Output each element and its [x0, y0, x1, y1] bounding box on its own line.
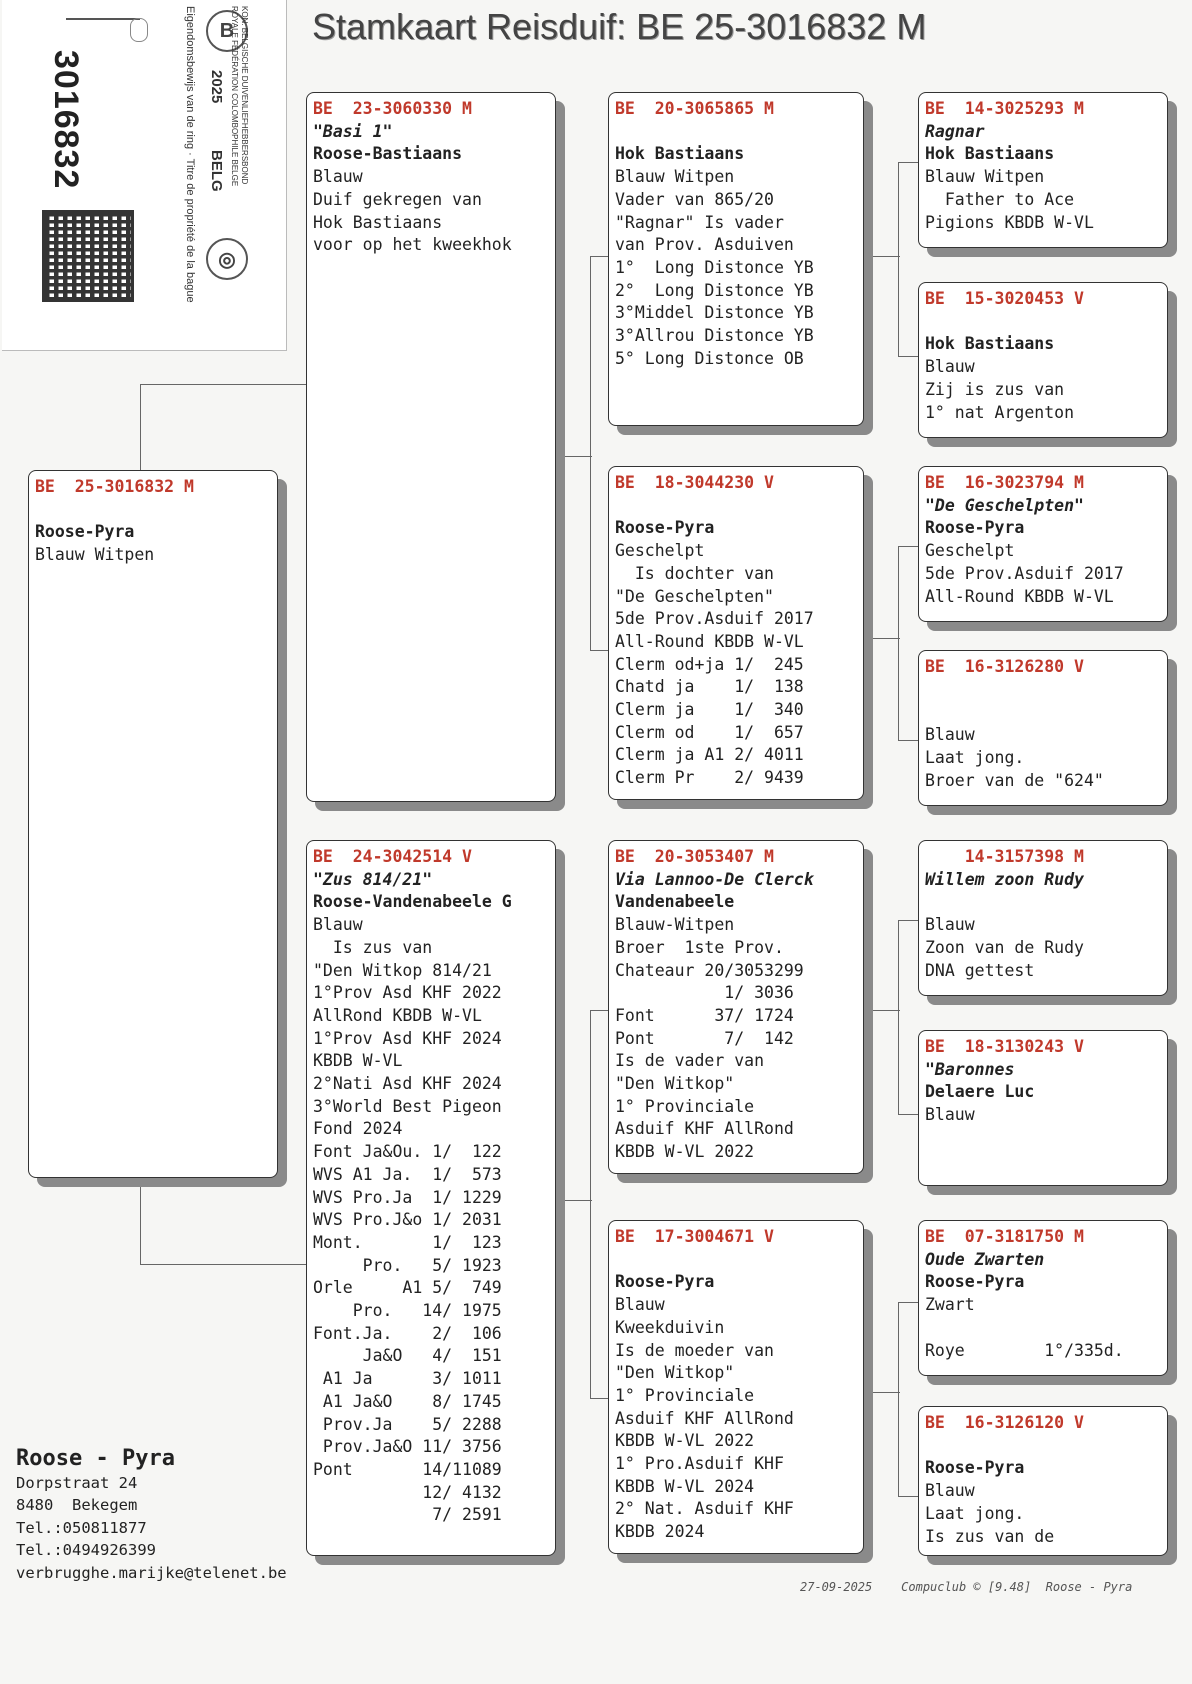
breeder-name: Roose-Pyra — [925, 1458, 1025, 1478]
info-line: A1 Ja 3/ 1011 — [313, 1369, 502, 1389]
info-line: Hok Bastiaans — [313, 212, 443, 232]
info-line: 1° Provinciale — [615, 1385, 755, 1405]
connector-line — [898, 920, 920, 921]
print-date: 27-09-2025 — [800, 1580, 873, 1594]
info-line: Font 37/ 1724 — [615, 1005, 794, 1025]
pedigree-box-ggp-8 — [918, 1406, 1168, 1556]
info-line: Zwart — [925, 1295, 975, 1315]
connector-line — [590, 256, 591, 650]
connector-line — [140, 384, 141, 484]
info-line: Is zus van — [313, 937, 433, 957]
ring-country: BELG — [208, 150, 225, 192]
pedigree-box-ggp-4 — [918, 650, 1168, 806]
fci-logo-icon: ◎ — [206, 238, 248, 280]
pedigree-box-ggp-6 — [918, 1030, 1168, 1186]
info-line: Font Ja&Ou. 1/ 122 — [313, 1142, 502, 1162]
page-title: Stamkaart Reisduif: BE 25-3016832 M — [312, 6, 927, 47]
connector-line — [140, 384, 308, 385]
ring-org-fr: ROYALE FÉDÉRATION COLOMBOPHILE BELGE — [230, 6, 239, 187]
info-line: Father to Ace — [925, 189, 1075, 209]
connector-line — [140, 1264, 308, 1265]
info-line: 3°World Best Pigeon — [313, 1096, 502, 1116]
info-line: 12/ 4132 — [313, 1482, 502, 1502]
info-line: KBDB W-VL 2022 — [615, 1431, 755, 1451]
ring-id: BE 23-3060330 M — [313, 99, 472, 118]
info-line: Ja&O 4/ 151 — [313, 1346, 502, 1366]
info-line: 1° Pro.Asduif KHF — [615, 1454, 784, 1474]
pedigree-box-subject — [28, 470, 278, 1178]
connector-line — [556, 1200, 592, 1201]
pedigree-box-sire-sire — [608, 92, 864, 426]
ring-year: 2025 — [208, 70, 225, 104]
info-line: Is dochter van — [615, 563, 774, 583]
info-line: Laat jong. — [925, 1503, 1025, 1523]
owner-street: Dorpstraat 24 — [16, 1473, 138, 1492]
connector-line — [590, 1398, 610, 1399]
info-line: 1° Provinciale — [615, 1096, 755, 1116]
info-line: Clerm od+ja 1/ 245 — [615, 654, 804, 674]
ring-proof-text: Eigendomsbewijs van de ring · Titre de propriété de la bague — [184, 6, 196, 303]
info-line: Duif gekregen van — [313, 189, 482, 209]
footer-owner: Roose - Pyra — [1045, 1580, 1133, 1594]
info-line: Asduif KHF AllRond — [615, 1119, 794, 1139]
breeder-name: Roose-Pyra — [615, 1272, 715, 1292]
ring-id: BE 18-3130243 V — [925, 1037, 1084, 1056]
info-line: Geschelpt — [615, 541, 705, 561]
info-line: Blauw — [925, 1105, 975, 1125]
info-line: "De Geschelpten" — [615, 586, 774, 606]
pedigree-box-ggp-7 — [918, 1220, 1168, 1376]
pedigree-box-sire-dam — [608, 466, 864, 800]
info-line: Prov.Ja 5/ 2288 — [313, 1414, 502, 1434]
breeder-name: Roose-Bastiaans — [313, 144, 463, 164]
info-line: Chateaur 20/3053299 — [615, 960, 804, 980]
info-line: KBDB 2024 — [615, 1522, 705, 1542]
pedigree-box-ggp-3 — [918, 466, 1168, 622]
info-line: Pro. 14/ 1975 — [313, 1301, 502, 1321]
info-line: All-Round KBDB W-VL — [615, 631, 804, 651]
info-line: KBDB W-VL 2022 — [615, 1142, 755, 1162]
software-credit: Compuclub © [9.48] — [901, 1580, 1032, 1594]
ring-number: 3016832 — [47, 50, 85, 190]
pigeon-name: "Zus 814/21" — [313, 869, 433, 889]
info-line: 2° Long Distonce YB — [615, 280, 814, 300]
info-line: Broer van de "624" — [925, 770, 1104, 790]
pedigree-box-sire — [306, 92, 556, 802]
info-line: Blauw — [615, 1295, 665, 1315]
owner-email: verbrugghe.marijke@telenet.be — [16, 1563, 287, 1582]
connector-line — [556, 456, 592, 457]
connector-line — [898, 356, 920, 357]
info-line: Blauw — [313, 915, 363, 935]
info-line: Blauw Witpen — [615, 167, 735, 187]
info-line: 1/ 3036 — [615, 983, 794, 1003]
ring-org-nl: KON. BELGISCHE DUIVENLIEFHEBBERSBOND — [240, 6, 249, 185]
info-line: All-Round KBDB W-VL — [925, 586, 1114, 606]
info-line: Blauw — [925, 915, 975, 935]
ring-id: BE 24-3042514 V — [313, 847, 472, 866]
owner-name: Roose - Pyra — [16, 1446, 175, 1471]
ring-id: 14-3157398 M — [925, 847, 1084, 866]
info-line: Pont 7/ 142 — [615, 1028, 794, 1048]
info-line: Geschelpt — [925, 541, 1015, 561]
ring-id: BE 17-3004671 V — [615, 1227, 774, 1246]
info-line: Pont 14/11089 — [313, 1459, 502, 1479]
info-line: 5° Long Distonce OB — [615, 348, 804, 368]
breeder-name: Roose-Pyra — [35, 522, 135, 542]
connector-line — [898, 546, 920, 547]
info-line: Blauw — [925, 725, 975, 745]
info-line: Fond 2024 — [313, 1119, 403, 1139]
info-line: Mont. 1/ 123 — [313, 1232, 502, 1252]
info-line: 5de Prov.Asduif 2017 — [615, 609, 814, 629]
ring-id: BE 16-3023794 M — [925, 473, 1084, 492]
info-line: Is zus van de — [925, 1526, 1055, 1546]
info-line: "Den Witkop" — [615, 1074, 735, 1094]
info-line: Blauw Witpen — [925, 167, 1045, 187]
info-line: Is de moeder van — [615, 1340, 774, 1360]
info-line: Clerm Pr 2/ 9439 — [615, 768, 804, 788]
connector-line — [864, 1392, 900, 1393]
ring-hole — [130, 18, 148, 42]
info-line: Prov.Ja&O 11/ 3756 — [313, 1437, 502, 1457]
info-line: 1° Long Distonce YB — [615, 257, 814, 277]
ring-id: BE 20-3065865 M — [615, 99, 774, 118]
connector-line — [898, 920, 899, 1114]
connector-line — [898, 162, 920, 163]
connector-line — [898, 1302, 899, 1496]
info-line: WVS Pro.J&o 1/ 2031 — [313, 1210, 502, 1230]
connector-line — [864, 256, 900, 257]
info-line: 1°Prov Asd KHF 2024 — [313, 1028, 502, 1048]
info-line: 3°Allrou Distonce YB — [615, 326, 814, 346]
info-line: Blauw-Witpen — [615, 915, 735, 935]
info-line: Laat jong. — [925, 747, 1025, 767]
ring-id: BE 25-3016832 M — [35, 477, 194, 496]
ring-slot — [66, 18, 140, 20]
info-line: 3°Middel Distonce YB — [615, 303, 814, 323]
pigeon-name: Ragnar — [925, 121, 985, 141]
info-line: Asduif KHF AllRond — [615, 1408, 794, 1428]
info-line: "Ragnar" Is vader — [615, 212, 784, 232]
pedigree-box-ggp-2 — [918, 282, 1168, 438]
info-line: WVS Pro.Ja 1/ 1229 — [313, 1187, 502, 1207]
connector-line — [898, 546, 899, 740]
pedigree-box-ggp-5 — [918, 840, 1168, 996]
breeder-name: Roose-Vandenabeele G — [313, 892, 512, 912]
ring-card — [2, 0, 287, 351]
qr-code — [42, 210, 134, 302]
owner-tel-1: Tel.:050811877 — [16, 1518, 147, 1537]
info-line: Blauw Witpen — [35, 545, 155, 565]
info-line: Pro. 5/ 1923 — [313, 1255, 502, 1275]
breeder-name: Roose-Pyra — [925, 518, 1025, 538]
breeder-name: Hok Bastiaans — [615, 144, 745, 164]
connector-line — [898, 162, 899, 356]
pedigree-box-ggp-1 — [918, 92, 1168, 248]
connector-line — [898, 1114, 920, 1115]
ring-id: BE 16-3126280 V — [925, 657, 1084, 676]
info-line: Is de vader van — [615, 1051, 765, 1071]
owner-address — [16, 1448, 287, 1584]
info-line: Blauw — [313, 167, 363, 187]
info-line: 2° Nat. Asduif KHF — [615, 1499, 794, 1519]
connector-line — [140, 1184, 141, 1264]
breeder-name: Roose-Pyra — [615, 518, 715, 538]
pigeon-name: Willem zoon Rudy — [925, 869, 1084, 889]
breeder-name: Roose-Pyra — [925, 1272, 1025, 1292]
info-line: Clerm ja 1/ 340 — [615, 700, 804, 720]
owner-city: 8480 Bekegem — [16, 1496, 138, 1514]
info-line: "Den Witkop 814/21 — [313, 960, 492, 980]
info-line: voor op het kweekhok — [313, 235, 512, 255]
ring-id: BE 14-3025293 M — [925, 99, 1084, 118]
info-line: Pigions KBDB W-VL — [925, 212, 1094, 232]
connector-line — [898, 1496, 920, 1497]
info-line: Clerm ja A1 2/ 4011 — [615, 745, 804, 765]
ring-id: BE 18-3044230 V — [615, 473, 774, 492]
pigeon-name: Via Lannoo-De Clerck — [615, 869, 814, 889]
pedigree-box-dam-sire — [608, 840, 864, 1174]
connector-line — [590, 1010, 610, 1011]
info-line: 1°Prov Asd KHF 2022 — [313, 983, 502, 1003]
info-line: Chatd ja 1/ 138 — [615, 677, 804, 697]
info-line: van Prov. Asduiven — [615, 235, 794, 255]
connector-line — [898, 1302, 920, 1303]
pigeon-name: "De Geschelpten" — [925, 495, 1084, 515]
connector-line — [898, 740, 920, 741]
connector-line — [590, 256, 610, 257]
connector-line — [590, 1010, 591, 1398]
info-line: Kweekduivin — [615, 1317, 725, 1337]
info-line: Clerm od 1/ 657 — [615, 722, 804, 742]
ring-id: BE 20-3053407 M — [615, 847, 774, 866]
info-line: 1° nat Argenton — [925, 402, 1075, 422]
info-line: KBDB W-VL — [313, 1051, 403, 1071]
info-line: Zoon van de Rudy — [925, 937, 1084, 957]
breeder-name: Hok Bastiaans — [925, 144, 1055, 164]
pedigree-box-dam-dam — [608, 1220, 864, 1554]
info-line: Orle A1 5/ 749 — [313, 1278, 502, 1298]
breeder-name: Delaere Luc — [925, 1082, 1035, 1102]
info-line: Zij is zus van — [925, 379, 1065, 399]
info-line: Blauw — [925, 357, 975, 377]
owner-tel-2: Tel.:0494926399 — [16, 1541, 156, 1559]
breeder-name: Hok Bastiaans — [925, 334, 1055, 354]
ring-id: BE 15-3020453 V — [925, 289, 1084, 308]
info-line: A1 Ja&O 8/ 1745 — [313, 1391, 502, 1411]
pedigree-box-dam — [306, 840, 556, 1556]
connector-line — [590, 650, 610, 651]
pigeon-name: "Baronnes — [925, 1059, 1015, 1079]
pigeon-name: "Basi 1" — [313, 121, 393, 141]
info-line: KBDB W-VL 2024 — [615, 1476, 755, 1496]
ring-id: BE 16-3126120 V — [925, 1413, 1084, 1432]
info-line: Blauw — [925, 1481, 975, 1501]
info-line: Vader van 865/20 — [615, 189, 774, 209]
info-line: Broer 1ste Prov. — [615, 937, 784, 957]
info-line: WVS A1 Ja. 1/ 573 — [313, 1164, 502, 1184]
info-line: "Den Witkop" — [615, 1363, 735, 1383]
info-line: 5de Prov.Asduif 2017 — [925, 563, 1124, 583]
kbdb-logo-icon: B — [206, 10, 248, 52]
print-footer — [800, 1580, 1132, 1594]
info-line: 2°Nati Asd KHF 2024 — [313, 1074, 502, 1094]
info-line: Roye 1°/335d. — [925, 1340, 1124, 1360]
connector-line — [864, 638, 900, 639]
ring-id: BE 07-3181750 M — [925, 1227, 1084, 1246]
info-line: AllRond KBDB W-VL — [313, 1005, 482, 1025]
info-line: Font.Ja. 2/ 106 — [313, 1323, 502, 1343]
pigeon-name: Oude Zwarten — [925, 1249, 1045, 1269]
breeder-name: Vandenabeele — [615, 892, 735, 912]
connector-line — [864, 1010, 900, 1011]
info-line: 7/ 2591 — [313, 1505, 502, 1525]
info-line: DNA gettest — [925, 960, 1035, 980]
